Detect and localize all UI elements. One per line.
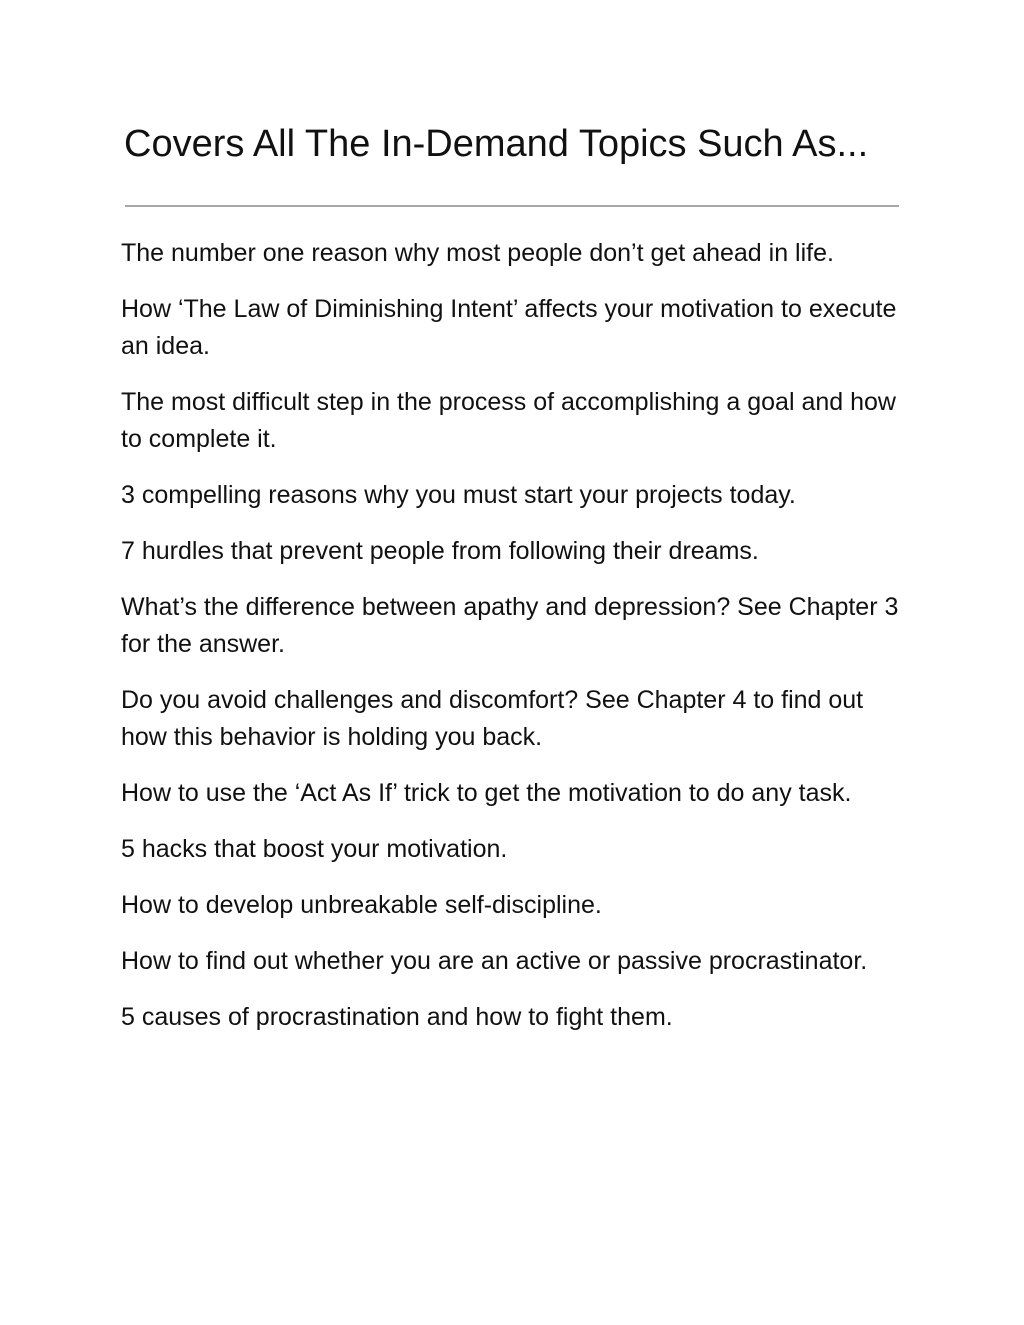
topic-item: The most difficult step in the process of accomplishing a goal and how to complete it. bbox=[121, 388, 896, 453]
topic-item: Do you avoid challenges and discomfort? See Chapter 4 to find out how this behavior is holding you back. bbox=[121, 686, 864, 751]
title-divider bbox=[125, 205, 899, 207]
topic-item: What’s the difference between apathy and depression? See Chapter 3 for the answer. bbox=[121, 593, 899, 658]
topic-item: How to develop unbreakable self-discipline. bbox=[121, 891, 602, 919]
topic-list bbox=[121, 235, 901, 1055]
topic-item: The number one reason why most people don’t get ahead in life. bbox=[121, 239, 834, 267]
topic-item: 7 hurdles that prevent people from following their dreams. bbox=[121, 537, 759, 565]
topic-item: How to use the ‘Act As If’ trick to get the motivation to do any task. bbox=[121, 779, 852, 807]
topic-item: 3 compelling reasons why you must start your projects today. bbox=[121, 481, 796, 509]
topic-item: How to find out whether you are an active or passive procrastinator. bbox=[121, 947, 868, 975]
page-title: Covers All The In-Demand Topics Such As... bbox=[124, 123, 869, 165]
topic-item: 5 causes of procrastination and how to fight them. bbox=[121, 1003, 673, 1031]
topic-item: 5 hacks that boost your motivation. bbox=[121, 835, 508, 863]
topic-item: How ‘The Law of Diminishing Intent’ affects your motivation to execute an idea. bbox=[121, 295, 897, 360]
